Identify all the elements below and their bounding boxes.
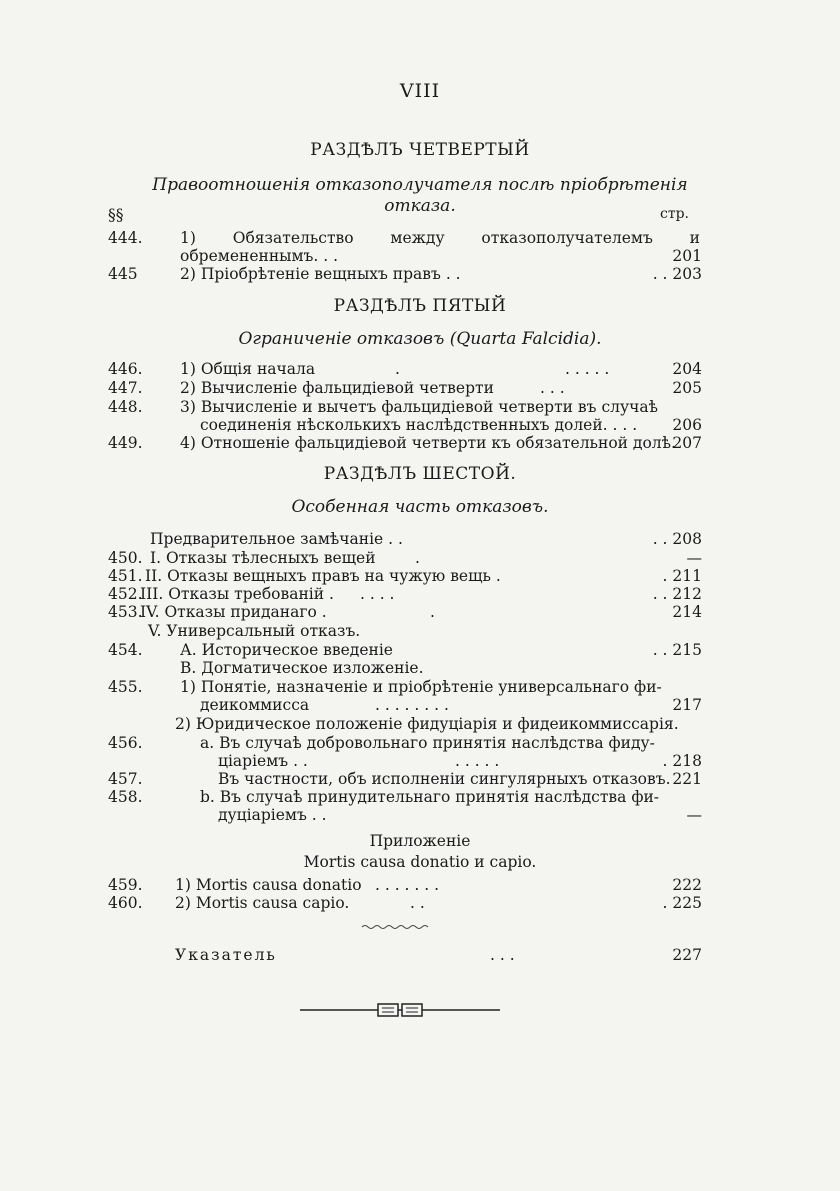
entry-456-num: 456. — [108, 734, 143, 752]
section-6-title: РАЗДѢЛЪ ШЕСТОЙ. — [323, 464, 517, 484]
leader-dots: . . . . . — [455, 752, 500, 770]
section-6-subtitle: Особенная часть отказовъ. — [291, 497, 549, 517]
entry-448-num: 448. — [108, 398, 143, 416]
entry-447-num: 447. — [108, 379, 143, 397]
index-page: 227 — [672, 946, 702, 964]
leader-dots: . . . . . . . . — [375, 696, 449, 714]
entry-456-text-line2: ціаріемъ . . — [218, 752, 308, 770]
wavy-divider — [360, 922, 432, 932]
entry-457-text: Въ частности, объ исполненіи сингулярныхъ отказовъ. — [218, 770, 671, 788]
entry-459-num: 459. — [108, 876, 143, 894]
legal-position-heading: 2) Юридическое положеніе фидуціарія и фидеикоммиссарія. — [175, 715, 679, 733]
leader-dots: . — [430, 603, 435, 621]
entry-457-num: 457. — [108, 770, 143, 788]
entry-444-page: 201 — [672, 247, 702, 265]
entry-450-page: — — [686, 549, 702, 567]
entry-454-page: . . 215 — [652, 641, 702, 659]
entry-444-text: 1) Обязательство между отказополучателемъ и обремененнымъ. . . — [180, 229, 700, 265]
appendix-subtitle: Mortis causa donatio и capio. — [303, 853, 537, 871]
entry-452-page: . . 212 — [652, 585, 702, 603]
prelim-page: . . 208 — [652, 530, 702, 548]
entry-455-num: 455. — [108, 678, 143, 696]
page-number: VIII — [399, 80, 441, 102]
entry-455-text-line1: 1) Понятіе, назначеніе и пріобрѣтеніе универсальнаго фи- — [180, 678, 662, 696]
universal-legacy-heading: V. Универсальный отказъ. — [148, 622, 361, 640]
prelim-text: Предварительное замѣчаніе . . — [150, 530, 403, 548]
entry-445-num: 445 — [108, 265, 138, 283]
entry-457-page: 221 — [672, 770, 702, 788]
entry-449-text: 4) Отношеніе фальцидіевой четверти къ обязательной долѣ. — [180, 434, 676, 452]
sections-label: §§ — [108, 206, 124, 224]
entry-452-num: 452. — [108, 585, 143, 603]
entry-445-page: . . 203 — [652, 265, 702, 283]
entry-448-text-line1: 3) Вычисленіе и вычетъ фальцидіевой четверти въ случаѣ — [180, 398, 658, 416]
entry-453-text: IV. Отказы приданаго . — [140, 603, 327, 621]
entry-445-text: 2) Пріобрѣтеніе вещныхъ правъ . . — [180, 265, 461, 283]
entry-455-page: 217 — [672, 696, 702, 714]
entry-449-page: 207 — [672, 434, 702, 452]
page-label: стр. — [660, 206, 689, 222]
index-label: Указатель — [175, 946, 277, 964]
entry-460-page: . 225 — [662, 894, 702, 912]
entry-453-page: 214 — [672, 603, 702, 621]
entry-458-page: — — [686, 806, 702, 824]
entry-460-num: 460. — [108, 894, 143, 912]
entry-448-text-line2: соединенія нѣсколькихъ наслѣдственныхъ долей. . . . — [200, 416, 638, 434]
entry-452-text: III. Отказы требованій . — [140, 585, 334, 603]
entry-453-num: 453. — [108, 603, 143, 621]
entry-450-text: I. Отказы тѣлесныхъ вещей — [150, 549, 376, 567]
entry-450-num: 450. — [108, 549, 143, 567]
entry-447-text: 2) Вычисленіе фальцидіевой четверти — [180, 379, 494, 397]
leader-dots: . . . . . . . — [375, 876, 440, 894]
entry-460-text: 2) Mortis causa capio. — [175, 894, 350, 912]
entry-456-text-line1: а. Въ случаѣ добровольнаго принятія наслѣдства фиду- — [200, 734, 655, 752]
leader-dots: . — [415, 549, 420, 567]
section-4-subtitle-line1: Правоотношенія отказополучателя послѣ пріобрѣтенія — [152, 175, 688, 195]
entry-446-num: 446. — [108, 360, 143, 378]
entry-448-page: 206 — [672, 416, 702, 434]
entry-454-text: А. Историческое введеніе — [180, 641, 393, 659]
entry-458-num: 458. — [108, 788, 143, 806]
entry-459-page: 222 — [672, 876, 702, 894]
entry-455-text-line2: деикоммисса — [200, 696, 310, 714]
entry-447-page: 205 — [672, 379, 702, 397]
entry-451-page: . 211 — [662, 567, 702, 585]
section-4-title: РАЗДѢЛЪ ЧЕТВЕРТЫЙ — [310, 140, 530, 160]
entry-451-num: 451. — [108, 567, 143, 585]
entry-451-text: II. Отказы вещныхъ правъ на чужую вещь . — [145, 567, 501, 585]
leader-dots: . . . — [490, 946, 515, 964]
entry-446-page: 204 — [672, 360, 702, 378]
entry-444-num: 444. — [108, 229, 143, 247]
section-5-subtitle: Ограниченіе отказовъ (Quarta Falcidia). — [238, 329, 602, 349]
end-ornament — [300, 1000, 500, 1020]
section-4-subtitle-line2: отказа. — [384, 196, 456, 216]
leader-dots: . . . — [540, 379, 565, 397]
leader-dots: . . . . — [360, 585, 395, 603]
entry-454-num: 454. — [108, 641, 143, 659]
leader-dots: . . — [410, 894, 425, 912]
entry-458-text-line2: дуціаріемъ . . — [218, 806, 327, 824]
entry-456-page: . 218 — [662, 752, 702, 770]
entry-446-text: 1) Общія начала — [180, 360, 316, 378]
entry-449-num: 449. — [108, 434, 143, 452]
appendix-title: Приложеніе — [369, 832, 471, 850]
section-5-title: РАЗДѢЛЪ ПЯТЫЙ — [333, 296, 507, 316]
entry-458-text-line1: b. Въ случаѣ принудительнаго принятія наслѣдства фи- — [200, 788, 660, 806]
dogmatic-heading: В. Догматическое изложеніе. — [180, 659, 424, 677]
entry-459-text: 1) Mortis causa donatio — [175, 876, 362, 894]
leader-dots: . — [395, 360, 400, 378]
leader-dots: . . . . . — [565, 360, 610, 378]
